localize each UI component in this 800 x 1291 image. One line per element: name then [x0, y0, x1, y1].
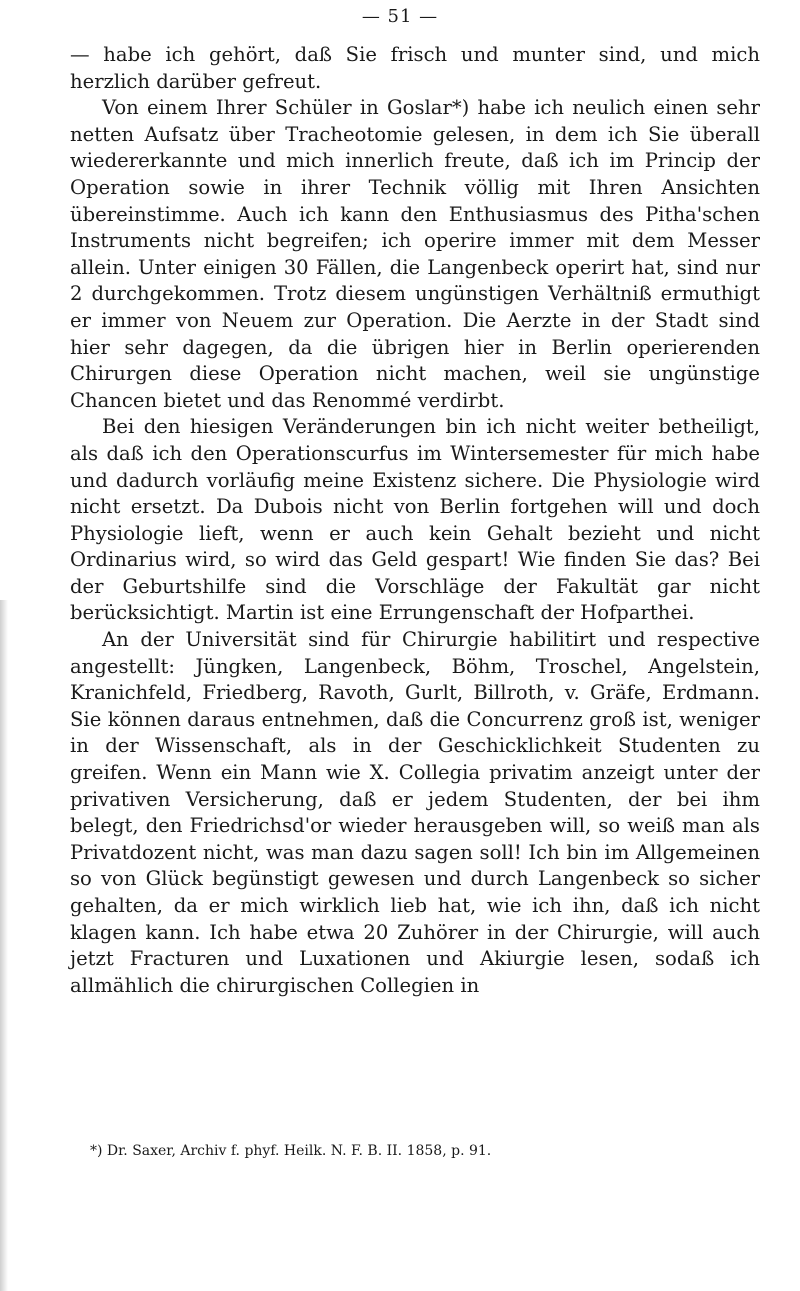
- page-edge-shadow: [0, 600, 8, 1291]
- paragraph-2: Von einem Ihrer Schüler in Goslar*) habe ich neulich einen sehr netten Aufsatz über Tracheotomie gelesen, in dem ich Sie überall wiedererkannte und mich innerlich freute, daß ich im Princip der Operation sowie in ihrer Technik völlig mit Ihren Ansichten übereinstimme. Auch ich kann den Enthusiasmus des Pitha'schen Instruments nicht begreifen; ich operire immer mit dem Messer allein. Unter einigen 30 Fällen, die Langenbeck operirt hat, sind nur 2 durchgekommen. Trotz diesem ungünstigen Verhältniß ermuthigt er immer von Neuem zur Operation. Die Aerzte in der Stadt sind hier sehr dagegen, da die übrigen hier in Berlin operierenden Chirurgen diese Operation nicht machen, weil sie ungünstige Chancen bietet und das Renommé verdirbt.: [70, 96, 760, 412]
- page-number: — 51 —: [361, 6, 439, 27]
- footnote: *) Dr. Saxer, Archiv f. phyf. Heilk. N. F. B. II. 1858, p. 91.: [90, 1143, 492, 1159]
- paragraph-1: — habe ich gehört, daß Sie frisch und munter sind, und mich herzlich darüber gefreut.: [70, 43, 760, 93]
- paragraph-3: Bei den hiesigen Veränderungen bin ich nicht weiter betheiligt, als daß ich den Operationscurfus im Wintersemester für mich habe und dadurch vorläufig meine Existenz sichere. Die Physiologie wird nicht ersetzt. Da Dubois nicht von Berlin fortgehen will und doch Physiologie lieft, wenn er auch kein Gehalt bezieht und nicht Ordinarius wird, so wird das Geld gespart! Wie finden Sie das? Bei der Geburtshilfe sind die Vorschläge der Fakultät gar nicht berücksichtigt. Martin ist eine Errungenschaft der Hofparthei.: [70, 415, 760, 625]
- letter-body: [70, 42, 760, 999]
- paragraph-4: An der Universität sind für Chirurgie habilitirt und respective angestellt: Jüngken, Langenbeck, Böhm, Troschel, Angelstein, Kranichfeld, Friedberg, Ravoth, Gurlt, Billroth, v. Gräfe, Erdmann. Sie können daraus entnehmen, daß die Concurrenz groß ist, weniger in der Wissenschaft, als in der Geschicklichkeit Studenten zu greifen. Wenn ein Mann wie X. Collegia privatim anzeigt unter der privativen Versicherung, daß er jedem Studenten, der bei ihm belegt, den Friedrichsd'or wieder herausgeben will, so weiß man als Privatdozent nicht, was man dazu sagen soll! Ich bin im Allgemeinen so von Glück begünstigt gewesen und durch Langenbeck so sicher gehalten, da er mich wirklich lieb hat, wie ich ihn, daß ich nicht klagen kann. Ich habe etwa 20 Zuhörer in der Chirurgie, will auch jetzt Fracturen und Luxationen und Akiurgie lesen, sodaß ich allmählich die chirurgischen Collegien in: [70, 628, 760, 997]
